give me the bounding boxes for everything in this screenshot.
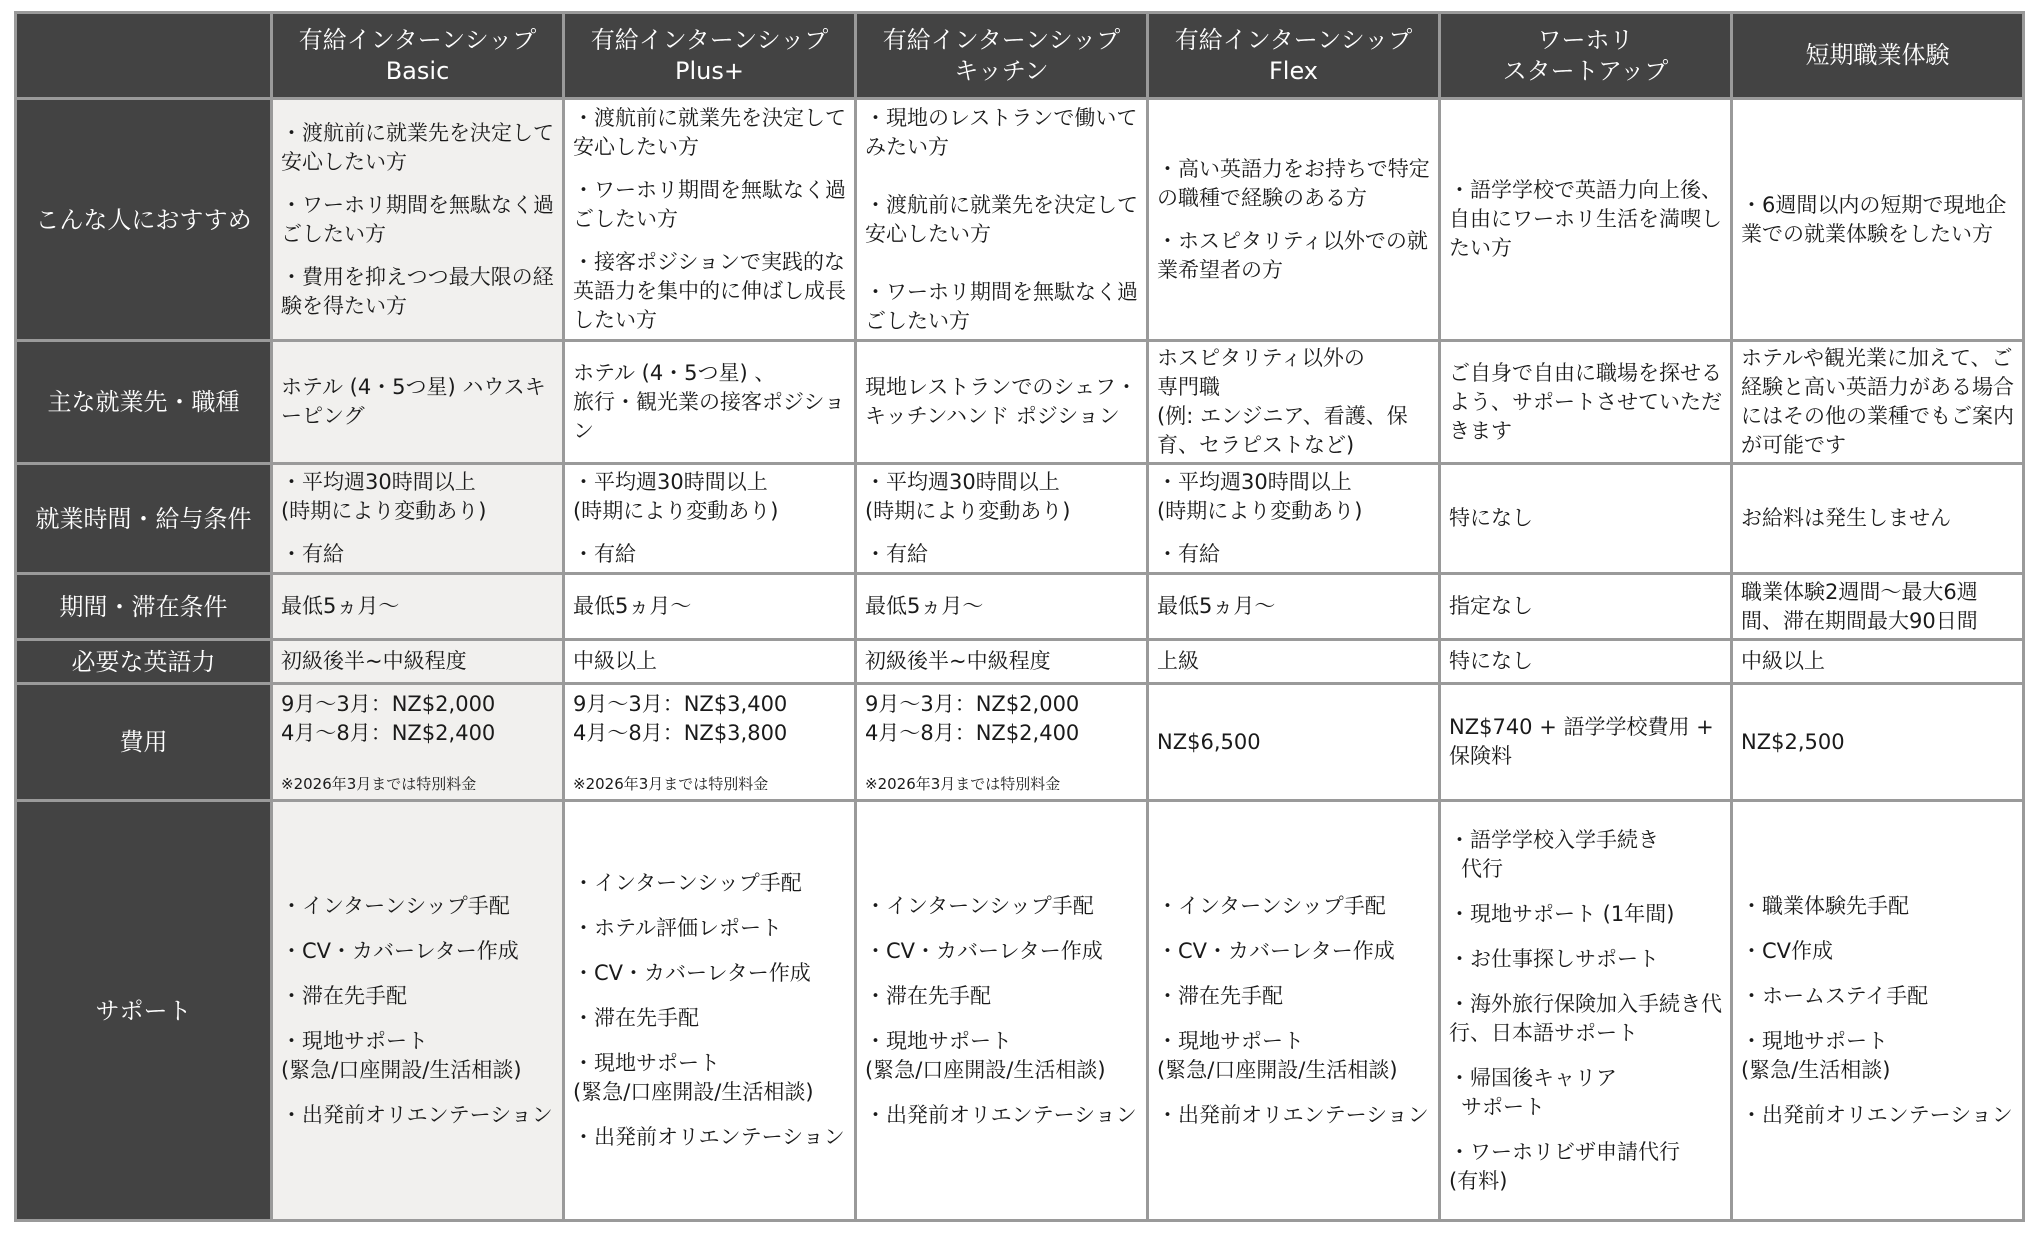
- list-item: ・ホームステイ手配: [1741, 983, 1929, 1008]
- cell: 最低5ヵ月～: [564, 574, 856, 640]
- cell: [564, 684, 856, 801]
- cell: 最低5ヵ月～: [272, 574, 564, 640]
- list-item: ・滞在先手配: [573, 1006, 699, 1030]
- cell: [564, 99, 856, 341]
- column-header-short-term: [1732, 13, 2024, 99]
- column-header-basic: [272, 13, 564, 99]
- row-job: [16, 341, 2024, 464]
- list-item: ご自身で自由に職場を探せるよう、サポートさせていただきます: [1449, 360, 1722, 443]
- cell: [272, 801, 564, 1221]
- list-item: ホテルや観光業に加えて、ご経験と高い英語力がある場合にはその他の業種でもご案内が可能です: [1741, 346, 2014, 457]
- row-cost: [16, 684, 2024, 801]
- column-header-line: 有給インターンシップ: [590, 25, 829, 54]
- list-item: ・現地サポート (緊急/口座開設/生活相談): [1157, 1028, 1398, 1082]
- cell: [272, 464, 564, 574]
- list-item: ・ワーホリ期間を無駄なく過ごしたい方: [281, 192, 554, 246]
- column-header-line: キッチン: [954, 56, 1049, 85]
- row-recommended: [16, 99, 2024, 341]
- list-item: ・出発前オリエンテーション: [573, 1125, 845, 1149]
- column-header-line: 短期職業体験: [1805, 41, 1950, 69]
- corner-cell: [16, 13, 272, 99]
- row-hours: [16, 464, 2024, 574]
- list-item: ホスピタリティ以外の: [1157, 346, 1365, 370]
- column-header-line: Flex: [1268, 56, 1319, 85]
- list-item: ・現地サポート (1年間): [1449, 901, 1675, 926]
- list-item: ・帰国後キャリア サポート: [1449, 1065, 1617, 1119]
- list-item: ・高い英語力をお持ちで特定の職種で経験のある方: [1157, 156, 1430, 210]
- cell: [1148, 684, 1440, 801]
- column-header-line: Basic: [385, 56, 450, 85]
- list-item: ホテル (4・5つ星) ハウスキーピング: [281, 375, 546, 428]
- list-item: (時期により変動あり): [865, 499, 1071, 523]
- column-header-line: ワーホリ: [1537, 25, 1634, 54]
- price-line: 9月～3月：NZ$2,000: [281, 692, 496, 716]
- list-item: (例: エンジニア、看護、保育、セラピストなど): [1157, 404, 1408, 457]
- list-item: ・現地サポート (緊急/口座開設/生活相談): [865, 1028, 1106, 1082]
- price-line: 9月～3月：NZ$2,000: [865, 692, 1080, 716]
- list-item: ・お仕事探しサポート: [1449, 946, 1659, 971]
- cell: [856, 801, 1148, 1221]
- plan-comparison: [14, 11, 2025, 1222]
- list-item: 特になし: [1449, 506, 1533, 530]
- list-item: ・ホテル評価レポート: [573, 916, 782, 940]
- list-item: ・ホスピタリティ以外での就業希望者の方: [1157, 228, 1428, 282]
- list-item: ・渡航前に就業先を決定して安心したい方: [865, 192, 1138, 246]
- column-header-line: Plus+: [675, 56, 744, 85]
- column-header-plus: [564, 13, 856, 99]
- list-item: ・語学学校入学手続き 代行: [1449, 827, 1659, 881]
- list-item: 専門職: [1157, 375, 1220, 399]
- price-line: NZ$6,500: [1157, 729, 1261, 754]
- cell: 最低5ヵ月～: [856, 574, 1148, 640]
- list-item: ・CV・カバーレター作成: [281, 938, 519, 963]
- cell: [272, 341, 564, 464]
- cell: 初級後半~中級程度: [272, 640, 564, 684]
- list-item: ・CV・カバーレター作成: [865, 938, 1103, 963]
- list-item: ・費用を抑えつつ最大限の経験を得たい方: [281, 264, 554, 318]
- row-label: 費用: [16, 684, 272, 801]
- row-label: 主な就業先・職種: [16, 341, 272, 464]
- list-item: ・出発前オリエンテーション: [281, 1102, 553, 1127]
- list-item: ・平均週30時間以上: [865, 470, 1060, 494]
- row-english: [16, 640, 2024, 684]
- cell: [564, 801, 856, 1221]
- price-line: 4月～8月：NZ$2,400: [281, 721, 496, 745]
- list-item: ・CV・カバーレター作成: [573, 961, 811, 985]
- cell: [856, 341, 1148, 464]
- column-header-line: 有給インターンシップ: [882, 25, 1121, 54]
- cell: [564, 341, 856, 464]
- price-line: NZ$2,500: [1741, 729, 1845, 754]
- list-item: ・現地のレストランで働いてみたい方: [865, 105, 1138, 159]
- price-line: 4月～8月：NZ$3,800: [573, 721, 788, 745]
- row-label: 期間・滞在条件: [16, 574, 272, 640]
- cell: [1732, 99, 2024, 341]
- list-item: ホテル (4・5つ星) 、: [573, 360, 776, 385]
- list-item: ・滞在先手配: [865, 983, 991, 1008]
- list-item: ・語学学校で英語力向上後、自由にワーホリ生活を満喫したい方: [1449, 178, 1722, 260]
- column-header-line: スタートアップ: [1502, 56, 1669, 85]
- list-item: ・平均週30時間以上: [573, 470, 768, 494]
- cell: [272, 99, 564, 341]
- cell: [1732, 684, 2024, 801]
- cell: [1148, 801, 1440, 1221]
- column-header-startup: [1440, 13, 1732, 99]
- list-item: ・海外旅行保険加入手続き代行、日本語サポート: [1449, 991, 1722, 1045]
- list-item: ・有給: [573, 542, 636, 566]
- list-item: ・現地サポート (緊急/口座開設/生活相談): [573, 1051, 814, 1104]
- list-item: ・平均週30時間以上: [281, 470, 476, 494]
- list-item: ・CV作成: [1741, 938, 1834, 963]
- list-item: ・現地サポート (緊急/生活相談): [1741, 1028, 1891, 1082]
- row-support: [16, 801, 2024, 1221]
- row-label: 必要な英語力: [16, 640, 272, 684]
- cell: [1732, 464, 2024, 574]
- list-item: ・職業体験先手配: [1741, 893, 1909, 918]
- cell: [1440, 684, 1732, 801]
- list-item: ・インターンシップ手配: [573, 871, 802, 895]
- cell: [564, 464, 856, 574]
- list-item: ・6週間以内の短期で現地企業での就業体験をしたい方: [1741, 192, 2007, 246]
- cell: [1732, 801, 2024, 1221]
- cell: [1440, 341, 1732, 464]
- column-header-flex: [1148, 13, 1440, 99]
- list-item: ・ワーホリ期間を無駄なく過ごしたい方: [865, 279, 1138, 333]
- cell: [856, 99, 1148, 341]
- list-item: (時期により変動あり): [1157, 499, 1363, 523]
- list-item: (時期により変動あり): [573, 499, 779, 523]
- list-item: ・有給: [1157, 542, 1220, 566]
- list-item: ・滞在先手配: [1157, 983, 1283, 1008]
- list-item: ・渡航前に就業先を決定して安心したい方: [281, 120, 554, 174]
- cell: [1440, 99, 1732, 341]
- cell: [856, 464, 1148, 574]
- cell: [272, 684, 564, 801]
- cell: [856, 684, 1148, 801]
- list-item: ・渡航前に就業先を決定して安心したい方: [573, 106, 846, 159]
- cell: 初級後半~中級程度: [856, 640, 1148, 684]
- cell: 最低5ヵ月～: [1148, 574, 1440, 640]
- list-item: ・平均週30時間以上: [1157, 470, 1352, 494]
- cell: [1148, 464, 1440, 574]
- list-item: ・インターンシップ手配: [1157, 893, 1386, 918]
- list-item: ・出発前オリエンテーション: [1741, 1102, 2013, 1127]
- list-item: ・有給: [865, 542, 928, 566]
- cell: [1148, 99, 1440, 341]
- column-header-line: 有給インターンシップ: [1174, 25, 1413, 54]
- cell: 中級以上: [564, 640, 856, 684]
- list-item: ・ワーホリビザ申請代行 (有料): [1449, 1139, 1680, 1193]
- cell: [1732, 341, 2024, 464]
- list-item: 旅行・観光業の接客ポジション: [573, 389, 846, 443]
- list-item: ・CV・カバーレター作成: [1157, 938, 1395, 963]
- cell: [1440, 801, 1732, 1221]
- price-line: 9月～3月：NZ$3,400: [573, 692, 788, 716]
- list-item: ・有給: [281, 542, 344, 566]
- list-item: ・ワーホリ期間を無駄なく過ごしたい方: [573, 178, 846, 231]
- list-item: お給料は発生しません: [1741, 506, 1951, 530]
- row-label: サポート: [16, 801, 272, 1221]
- row-label: 就業時間・給与条件: [16, 464, 272, 574]
- column-header-kitchen: [856, 13, 1148, 99]
- list-item: ・滞在先手配: [281, 983, 407, 1008]
- list-item: ・インターンシップ手配: [865, 893, 1094, 918]
- cell: 特になし: [1440, 640, 1732, 684]
- cell: 中級以上: [1732, 640, 2024, 684]
- price-note: ※2026年3月までは特別料金: [865, 775, 1061, 793]
- header-row: [16, 13, 2024, 99]
- price-line: 4月～8月：NZ$2,400: [865, 721, 1080, 745]
- list-item: ・インターンシップ手配: [281, 893, 510, 918]
- list-item: 現地レストランでのシェフ・キッチンハンド ポジション: [865, 375, 1137, 428]
- price-line: NZ$740 + 語学学校費用 + 保険料: [1449, 715, 1714, 768]
- column-header-line: 有給インターンシップ: [298, 25, 537, 54]
- cell: 上級: [1148, 640, 1440, 684]
- cell: 職業体験2週間～最大6週間、滞在期間最大90日間: [1732, 574, 2024, 640]
- comparison-table: [14, 11, 2025, 1222]
- row-period: [16, 574, 2024, 640]
- list-item: ・接客ポジションで実践的な英語力を集中的に伸ばし成長したい方: [573, 250, 846, 332]
- cell: 指定なし: [1440, 574, 1732, 640]
- list-item: (時期により変動あり): [281, 499, 487, 523]
- cell: [1148, 341, 1440, 464]
- price-note: ※2026年3月までは特別料金: [573, 775, 769, 793]
- price-note: ※2026年3月までは特別料金: [281, 775, 477, 793]
- row-label: こんな人におすすめ: [16, 99, 272, 341]
- list-item: ・出発前オリエンテーション: [865, 1102, 1137, 1127]
- list-item: ・現地サポート (緊急/口座開設/生活相談): [281, 1028, 522, 1082]
- list-item: ・出発前オリエンテーション: [1157, 1102, 1429, 1127]
- cell: [1440, 464, 1732, 574]
